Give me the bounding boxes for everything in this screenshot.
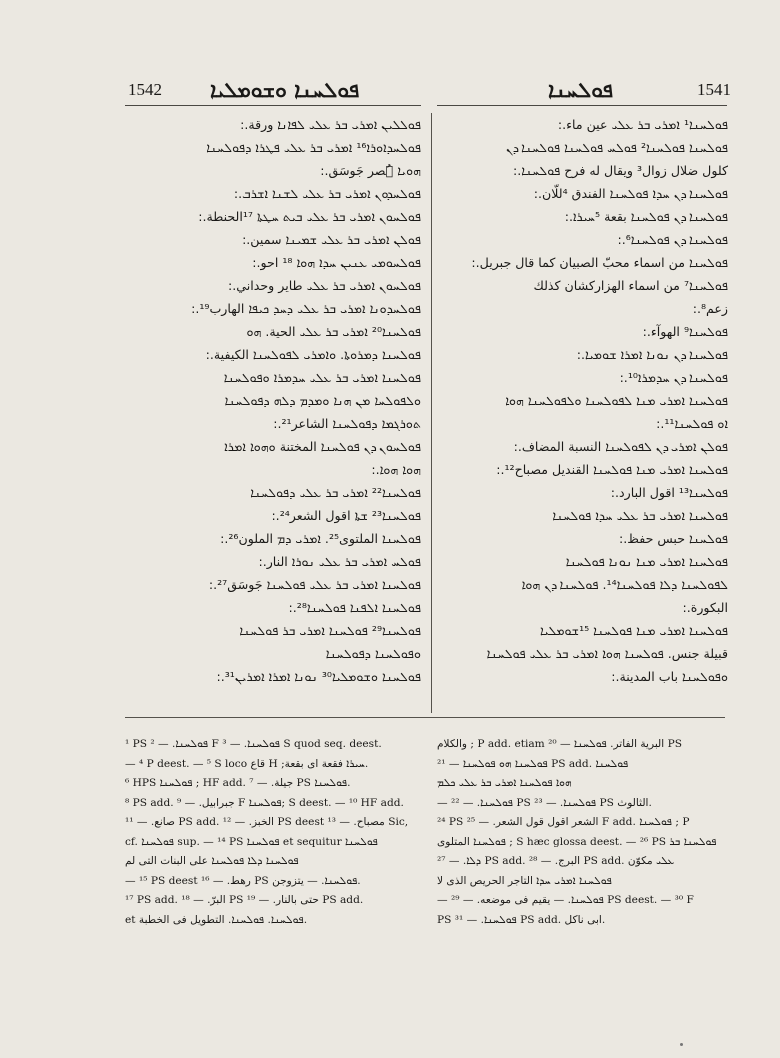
entry-line: ܦܘܠܠܝܢ ܐܡܪܝ ܒܪ ܥܠܝ ܠܦܐܢܐ ورقة.: bbox=[240, 117, 421, 132]
entry-line: ܦܘܠܢ ܐܡܪܝ ܒܪ ܥܠܝ ܫܡܝܢܐ سمين.: bbox=[242, 232, 421, 247]
entry-line: ܦܘܠܚܘܢ ܕܢ ܦܘܠܚܢܐ المختنة ܘܗܘܐ ܐܡܪܐ bbox=[224, 439, 421, 454]
entry-line: ܦܘܠܚܢܐ ܐܡܪܝ ܒܪ ܥܠܝ ܚܕܐ ܦܘܠܚܢܐ bbox=[552, 508, 728, 523]
footnote-line: ¹⁷ PS add. البرّ. — ¹⁸ PS حتى بالنار. — ¹⁹ PS add. bbox=[125, 894, 364, 906]
footnote-line: cf. ܦܘܠܚܢܐ sup. — ¹⁴ PS ܦܘܠܚܢܐ et sequitur ܦܘܠܚܢܐ bbox=[125, 835, 378, 848]
entry-line: ܦܘܠܚܘܢ ܐܡܪܝ ܒܪ ܥܠܝ طاير وحداني.: bbox=[228, 278, 421, 293]
entry-line: ܦܘܠܚܢܐ الملتوى²⁵. ܐܡܪܝ ܕܡ الملون²⁶.: bbox=[220, 531, 421, 546]
footnote-line: ¹ PS ܦܘܠܚܢܐ. — ² F ܦܘܠܚܢܐ. — ³ S quod seq. deest. bbox=[125, 738, 382, 750]
entry-line: كلول ضلال زوال³ ويقال له فرح ܦܘܠܚܢܐ.: bbox=[513, 163, 728, 178]
left-text-column bbox=[125, 113, 421, 688]
entry-line: ܦܘܠܚܢܐ²² ܐܡܪܝ ܒܪ ܥܠܝ ܕܦܘܠܚܢܐ bbox=[250, 485, 421, 500]
entry-line: ܦܘܠܚܢܐ ܐܡܪܝ ܡܢܐ ܠܦܘܠܚܢܐ ܘܠܦܘܠܚܢܐ ܗܘܐ bbox=[505, 393, 728, 408]
entry-line: ܦܘܠܚܢܐ⁷ من اسماء الهزاركشان كذلك bbox=[533, 278, 728, 293]
footnote-line: — ¹⁵ PS deest رهط. — ¹⁶ PS ܦܘܠܚܢܐ. — يتزوجن. bbox=[125, 874, 361, 887]
footnote-line: — ܦܘܠܚܢܐ. — يقيم فى موضعه. — ²⁹ PS deest. — ³⁰ F bbox=[437, 894, 694, 906]
footnote-line: et ܦܘܠܚܢܐ. ܦܘܠܚܢܐ. التطويل فى الخطبة. bbox=[125, 913, 308, 926]
entry-line: ܬܘܪܓܡܐ ܕܦܘܠܚܢܐ الشاعر²¹.: bbox=[273, 416, 421, 431]
entry-line: ܦܘܠܚܢܐ ܐܡܪܝ ܒܪ ܥܠܝ ܚܕܡܪܐ ܘܦܘܠܚܢܐ bbox=[223, 370, 421, 385]
page-mark bbox=[680, 1043, 683, 1046]
entry-line: ܦܘܠܚܢܐ ܕܢ ܦܘܠܚܢܐ بقعة ⁵ܚܝܪܐ.: bbox=[564, 209, 728, 224]
entry-line: زعم⁸.: bbox=[692, 301, 728, 316]
entry-line: ܘܦܘܠܚܢܐ باب المدينة.: bbox=[611, 669, 728, 684]
footnote-line: — ܦܘܠܚܢܐ. — ²² PS ܦܘܠܚܢܐ. — ²³ PS الثالوث. bbox=[437, 796, 652, 809]
entry-line: ܦܘܠܚܢܐ²⁹ ܦܘܠܚܢܐ ܐܡܪܝ ܒܪ ܦܘܠܚܢܐ bbox=[239, 623, 421, 638]
entry-line: ܦܘܠܚܢܐ ܐܡܪܝ ܡܢܐ ܦܘܠܚܢܐ القنديل مصباح¹².: bbox=[496, 462, 728, 477]
footnote-line: ⁶ HPS ܦܘܠܚܢܐ ; HF add. جيلة. — ⁷ PS ܦܘܠܚܢܐ. bbox=[125, 777, 351, 789]
footnote-line: ܦܘܠܚܢܐ ܗܘ ܦܘܠܚܢܐ — ²¹ PS add. ܦܘܠܚܢܐ bbox=[437, 757, 629, 770]
entry-line: ܦܘܠܚܢܐ²⁰ ܐܡܪܝ ܒܪ ܥܠܝ الحية. ܗܘ bbox=[246, 324, 421, 339]
entry-line: قبيلة جنس. ܦܘܠܚܢܐ ܗܘܐ ܐܡܪܝ ܒܪ ܥܠܝ ܦܘܠܚܢܐ bbox=[486, 646, 728, 661]
footnote-line: والكلام ; P add. etiam البرية الفاتر. ܦܘܠܚܢܐ — ²⁰ PS bbox=[437, 738, 682, 750]
footnote-line: صانع. — ¹¹ PS add. الخبز. — ¹² PS deest مصباح. — ¹³ Sic, bbox=[125, 816, 409, 828]
footnote-rule bbox=[125, 717, 725, 718]
entry-line: ܦܘܠܚܕܘܢ ܐܡܪܝ ܒܪ ܥܠܝ ܠܫܢܐ ܐܫܪܒ.: bbox=[233, 186, 421, 201]
entry-line: ܦܘܠܚܢܐ من اسماء محبّ الصبيان كما قال جبريل.: bbox=[471, 255, 728, 270]
footnote-line: PS ܦܘܠܚܢܐ. — ³¹ PS add. ابى ناكل. bbox=[437, 913, 606, 926]
right-text-column bbox=[440, 113, 728, 688]
entry-line: ܘܠܦܘܠܚܐ ܡܢ ܗܢܐ ܘܡܕܡ ܕܠܗ ܕܦܘܠܚܢܐ bbox=[224, 393, 421, 408]
header-rule-left bbox=[125, 105, 421, 106]
entry-line: ܗܘܐ ܗܘܐ.: bbox=[371, 462, 421, 477]
entry-line: ܦܘܠܚܢܐ ܕܢ ܚܕܐ ܦܘܠܚܢܐ الفندق ⁴للّان.: bbox=[533, 186, 728, 201]
entry-line: ܦܘܠܚܢܐ ܐܡܪܝ ܡܢܐ ܢܘܢܐ ܦܘܠܚܢܐ bbox=[565, 554, 728, 569]
entry-line: ܦܘܠܚܢܐ ܐܠܦܢܐ ܦܘܠܚܢܐ²⁸.: bbox=[288, 600, 421, 615]
entry-line: ܦܘܠܚܢܐ ܦܘܠܚܢܐ² ܦܘܠܚ ܦܘܠܚܢܐ ܦܘܠܚܢܐ ܕܢ bbox=[505, 140, 728, 155]
footnote-line: ²⁴ PS الشعر اقول قول الشعر. — ²⁵ F add. ܦܘܠܚܢܐ ; P bbox=[437, 816, 690, 828]
entry-line: ܦܘܠܚܘܡܝ ܥܢܝܢ ܚܕܐ ܗܘܐ ¹⁸ احو.: bbox=[252, 255, 421, 270]
header-rule-right bbox=[437, 105, 727, 106]
left-footnotes bbox=[125, 735, 421, 930]
entry-line: ܐܘ ܦܘܠܚܢܐ¹¹.: bbox=[656, 416, 728, 431]
left-page-number: 1542 bbox=[128, 80, 162, 99]
entry-line: ܦܘܠܚܢܐ¹ ܐܡܪܝ ܒܪ ܥܠܝ عين ماء.: bbox=[557, 117, 728, 132]
entry-line: ܦܘܠܚܕܐܘܪܐ¹⁶ ܐܡܪܝ ܒܪ ܥܠܝ ܦܛܪܐ ܕܦܘܠܚܢܐ bbox=[206, 140, 421, 155]
entry-line: ܘܦܘܠܚܢܐ ܕܦܘܠܚܢܐ bbox=[325, 646, 421, 661]
entry-line: ܦܘܠܚܢܐ²³ ܫܬܐ اقول الشعر²⁴.: bbox=[271, 508, 421, 523]
entry-line: ܦܘܠܚܢܐ¹³ اقول البارد.: bbox=[610, 485, 728, 500]
entry-line: ܦܘܠܚܢܐ ܘܫܘܡܠܝܐ³⁰ ܢܘܢܐ ܐܡܪܐ ܐܡܪܝܢ³¹.: bbox=[216, 669, 421, 684]
entry-line: ܦܘܠܢ ܐܡܪܝ ܕܢ ܠܦܘܠܚܢܐ النسبة المضاف.: bbox=[513, 439, 728, 454]
entry-line: ܦܘܠܚ ܐܡܪܝ ܒܪ ܥܠܝ ܢܘܪܐ النار.: bbox=[258, 554, 421, 569]
entry-line: ܦܘܠܚܢܐ ܕܢ ܚܕܡܪܐ¹⁰.: bbox=[619, 370, 728, 385]
footnote-line: ܦܘܠܚܢܐ المتلوى ; S hæc glossa deest. — ²⁶ PS ܦܘܠܚܢܐ ܒܪ bbox=[437, 835, 717, 848]
entry-line: ܦܘܠܚܢܐ ܕܢ ܦܘܠܚܢܐ⁶.: bbox=[617, 232, 728, 247]
right-footnotes bbox=[437, 735, 729, 930]
right-page-number: 1541 bbox=[697, 80, 731, 99]
entry-line: ܦܘܠܚܢܐ ܕܡܪܘܬܐ. ܘܐܡܪܝ ܠܦܘܠܚܢܐ الكيفية.: bbox=[205, 347, 421, 362]
entry-line: ܦܘܠܚܢܐ⁹ الهوآء.: bbox=[642, 324, 728, 339]
footnote-line: ⁸ PS add. جبرابيل. — ⁹ F ܦܘܠܚܢܐ; S deest. — ¹⁰ HF add. bbox=[125, 796, 404, 809]
entry-line: ܗܘܝܐ ܢُصر جَوسَق.: bbox=[320, 163, 421, 178]
entry-line: ܦܘܠܚܕܘܢܐ ܐܡܪܝ ܒܪ ܥܠܝ ܕܚܕ ܟܝܦܐ الهارب¹⁹.: bbox=[191, 301, 421, 316]
column-divider bbox=[431, 113, 432, 713]
left-running-title: ܦܘܠܚܢܐ ܘܫܘܡܠܝܐ bbox=[210, 78, 360, 102]
entry-line: ܠܦܘܠܚܢܐ ܕܠܐ ܦܘܠܚܢܐ¹⁴. ܦܘܠܚܢܐ ܕܢ ܗܘܐ bbox=[521, 577, 728, 592]
entry-line: ܦܘܠܚܢܐ ܕܢ ܢܘܢܐ ܐܡܪܐ ܫܘܡܝܐ.: bbox=[576, 347, 728, 362]
footnote-line: ܗܘܐ ܦܘܠܚܢܐ ܐܡܪܝ ܒܪ ܥܠܝ ܟܠܡ bbox=[437, 777, 572, 789]
entry-line: ܦܘܠܚܢܐ حبس حفظ.: bbox=[619, 531, 728, 546]
entry-line: ܦܘܠܚܢܐ ܐܡܪܝ ܡܢܐ ܦܘܠܚܢܐ ¹⁵ܫܘܡܠܝܐ bbox=[540, 623, 728, 638]
entry-line: البكورة.: bbox=[682, 600, 728, 615]
footnote-line: ܦܘܠܚܢܐ ܕܠܐ ܦܘܠܚܢܐ على البنات التى لم bbox=[125, 855, 299, 867]
entry-line: ܦܘܠܚܢܐ ܐܡܪܝ ܒܪ ܥܠܝ ܦܘܠܚܢܐ جَوسَق²⁷.: bbox=[208, 577, 421, 592]
footnote-line: — ⁴ P deest. — ⁵ S loco قاع H ;ܚܝܪܐ فقعة اى بقعة. bbox=[125, 757, 369, 770]
right-running-title: ܦܘܠܚܢܐ bbox=[548, 78, 614, 102]
footnote-line: ܕܠܐ. — ²⁷ PS add. البرج. — ²⁸ PS add. ܥܠܝ مكوّن bbox=[437, 855, 675, 867]
footnote-line: ܦܘܠܚܢܐ ܐܡܪܝ ܚܕܐ التاجر الحريص الذى لا bbox=[437, 874, 612, 887]
entry-line: ܦܘܠܚܘܢ ܐܡܪܝ ܒܪ ܥܠܝ ܒܝܬ ܚܛܬܐ ¹⁷الحنطة.: bbox=[198, 209, 421, 224]
